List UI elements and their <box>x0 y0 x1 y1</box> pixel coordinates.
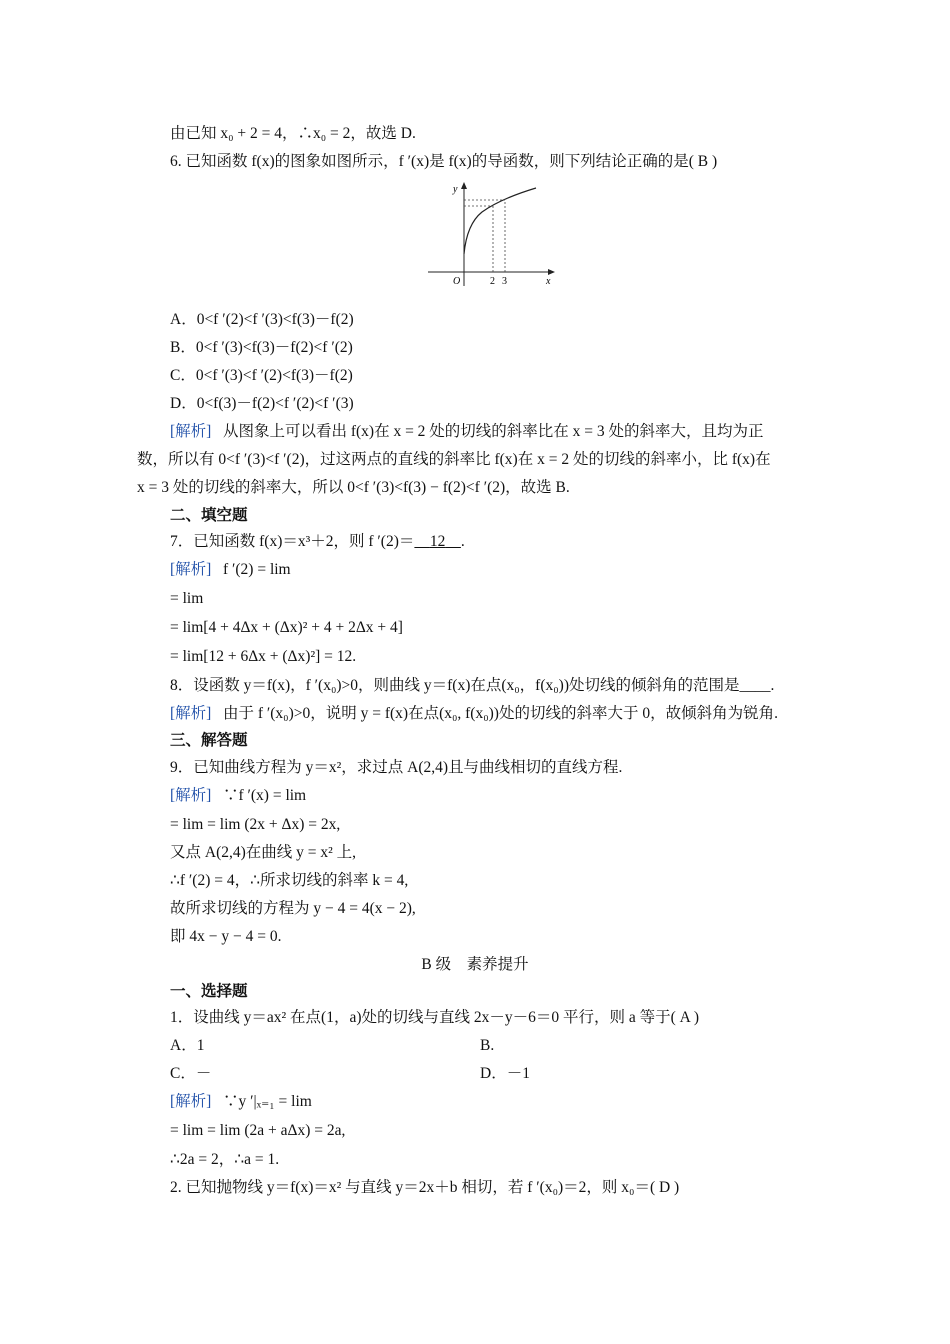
analysis-label: [解析] <box>170 423 212 440</box>
question-6: 6. 已知函数 f(x)的图象如图所示，f ′(x)是 f(x)的导函数，则下列结论正确的是( B ) <box>170 153 718 170</box>
analysis-7-line4: = lim[12 + 6Δx + (Δx)²] = 12. <box>170 648 357 665</box>
analysis-6-line2: 数，所以有 0<f ′(3)<f ′(2)，过这两点的直线的斜率比 f(x)在 x = 2 处的切线的斜率小，比 f(x)在 <box>137 451 771 468</box>
tick-label-2: 2 <box>490 276 495 287</box>
analysis-text: f ′(2) = lim <box>222 561 291 578</box>
analysis-7-line3: = lim[4 + 4Δx + (Δx)² + 4 + 2Δx + 4] <box>170 619 403 636</box>
analysis-9-line1 <box>170 786 306 806</box>
y-axis-label: y <box>453 184 458 195</box>
analysis-8 <box>170 704 778 724</box>
analysis-label: [解析] <box>170 1093 212 1110</box>
option-b: B．0<f ′(3)<f(3)－f(2)<f ′(2) <box>170 339 353 356</box>
option-row-1 <box>170 1036 204 1056</box>
question-8: 8．设函数 y＝f(x)，f ′(x₀)>0，则曲线 y＝f(x)在点(x₀，f(x₀))处切线的倾斜角的范围是____. <box>170 677 775 694</box>
option-b: B. <box>480 1037 495 1054</box>
analysis-9-line3: 又点 A(2,4)在曲线 y = x² 上, <box>170 844 357 861</box>
level-b-heading: B 级 素养提升 <box>421 956 529 973</box>
text-line: 由已知 x₀ + 2 = 4，∴x₀ = 2，故选 D. <box>170 125 416 142</box>
period: . <box>460 533 465 550</box>
question-b2: 2. 已知抛物线 y＝f(x)＝x² 与直线 y＝2x＋b 相切，若 f ′(x₀)＝2，则 x₀＝( D ) <box>170 1179 680 1196</box>
analysis-b1-line1 <box>170 1092 312 1112</box>
option-c: C．－ <box>170 1065 212 1082</box>
question-7 <box>170 532 465 552</box>
analysis-9-line2: = lim = lim (2x + Δx) = 2x, <box>170 816 341 833</box>
option-a: A．1 <box>170 1037 205 1054</box>
answer-blank <box>414 532 461 552</box>
analysis-9-line5: 故所求切线的方程为 y − 4 = 4(x − 2), <box>170 900 416 917</box>
analysis-9-line6: 即 4x − y − 4 = 0. <box>170 928 282 945</box>
question-9: 9．已知曲线方程为 y＝x²，求过点 A(2,4)且与曲线相切的直线方程. <box>170 759 623 776</box>
analysis-7-line1 <box>170 560 291 580</box>
function-graph <box>424 178 558 290</box>
analysis-text: ∵y ′|ₓ₌₁ = lim <box>222 1093 312 1110</box>
origin-label: O <box>453 276 461 287</box>
tick-label-3: 3 <box>502 276 507 287</box>
section-heading-answer: 三、解答题 <box>170 732 248 749</box>
option-d: D．－1 <box>480 1065 530 1082</box>
section-heading-choice: 一、选择题 <box>170 983 248 1000</box>
question-text: 7．已知函数 f(x)＝x³＋2，则 f ′(2)＝ <box>170 533 415 550</box>
analysis-text: 由于 f ′(x₀)>0，说明 y = f(x)在点(x₀, f(x₀))处的切线的斜率大于 0，故倾斜角为锐角. <box>222 705 778 722</box>
analysis-b1-line2: = lim = lim (2a + aΔx) = 2a, <box>170 1122 346 1139</box>
option-a: A．0<f ′(2)<f ′(3)<f(3)－f(2) <box>170 311 354 328</box>
answer-text: 12 <box>429 533 446 550</box>
analysis-9-line4: ∴f ′(2) = 4，∴所求切线的斜率 k = 4, <box>170 872 409 889</box>
analysis-b1-line3: ∴2a = 2，∴a = 1. <box>170 1151 280 1168</box>
analysis-label: [解析] <box>170 705 212 722</box>
analysis-text: 从图象上可以看出 f(x)在 x = 2 处的切线的斜率比在 x = 3 处的斜率大，且均为正 <box>222 423 764 440</box>
section-heading-fill-blank: 二、填空题 <box>170 507 248 524</box>
analysis-label: [解析] <box>170 561 212 578</box>
question-b1: 1．设曲线 y＝ax² 在点(1，a)处的切线与直线 2x－y－6＝0 平行，则 a 等于( A ) <box>170 1009 700 1026</box>
analysis-6-line3: x = 3 处的切线的斜率大，所以 0<f ′(3)<f(3) − f(2)<f ′(2)，故选 B. <box>137 479 570 496</box>
x-axis-label: x <box>546 276 551 287</box>
analysis-label: [解析] <box>170 787 212 804</box>
analysis-text: ∵f ′(x) = lim <box>222 787 307 804</box>
option-c: C．0<f ′(3)<f ′(2)<f(3)－f(2) <box>170 367 353 384</box>
analysis-6-line1 <box>170 422 764 442</box>
option-d: D．0<f(3)－f(2)<f ′(2)<f ′(3) <box>170 395 354 412</box>
analysis-7-line2: = lim <box>170 590 204 607</box>
